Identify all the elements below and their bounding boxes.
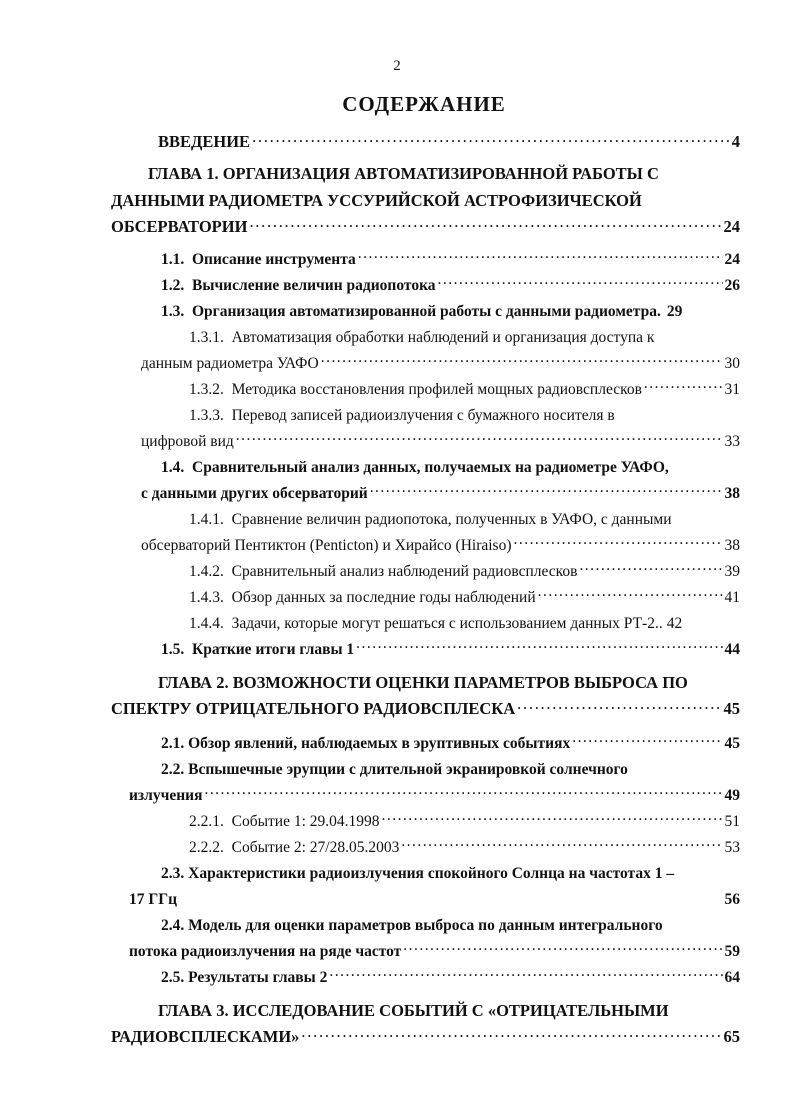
toc-entry-chapter2-line1: ГЛАВА 2. ВОЗМОЖНОСТИ ОЦЕНКИ ПАРАМЕТРОВ ВЫБРОСА ПО [158, 673, 688, 692]
toc-entry-1-3-1[interactable] [141, 354, 740, 376]
toc-entry-2-3-line1: 2.3. Характеристики радиоизлучения спокойного Солнца на частотах 1 – [161, 865, 675, 882]
toc-entry-text: РАДИОВСПЛЕСКАМИ» [111, 1027, 300, 1046]
toc-entry-text: ОБСЕРВАТОРИИ [111, 217, 248, 236]
dot-leader [517, 700, 721, 714]
dot-leader [249, 218, 721, 232]
toc-entry-intro[interactable] [158, 132, 740, 154]
toc-entry-chapter1-line1: ГЛАВА 1. ОРГАНИЗАЦИЯ АВТОМАТИЗИРОВАННОЙ РАБОТЫ С [148, 164, 659, 183]
dot-leader [358, 250, 723, 264]
toc-entry-text: 2.5. Результаты главы 2 [161, 969, 328, 986]
toc-entry-1-4-1-line1: 1.4.1. Сравнение величин радиопотока, полученных в УАФО, с данными [189, 511, 672, 528]
toc-entry-1-1[interactable] [161, 250, 740, 272]
toc-page-number: 24 [723, 217, 740, 236]
page-number: 2 [393, 58, 401, 74]
page-title: СОДЕРЖАНИЕ [342, 92, 506, 116]
dot-leader [236, 432, 723, 446]
toc-entry-2-5[interactable] [161, 968, 740, 990]
toc-entry-1-3-1-line1: 1.3.1. Автоматизация обработки наблюдений и организация доступа к [189, 329, 655, 346]
toc-entry-text: 2.1. Обзор явлений, наблюдаемых в эруптивных событиях [161, 735, 571, 752]
toc-entry-1-4[interactable] [141, 484, 740, 506]
toc-page-number: 41 [724, 589, 740, 606]
toc-page-number: 30 [724, 355, 740, 372]
dot-leader [321, 354, 723, 368]
toc-entry-2-2-1[interactable] [189, 812, 740, 834]
dot-leader [644, 380, 723, 394]
toc-entry-chapter2[interactable] [111, 699, 740, 721]
dot-leader [572, 734, 722, 748]
dot-leader [382, 812, 723, 826]
toc-page-number: 29 [666, 303, 683, 320]
toc-entry-text: СПЕКТРУ ОТРИЦАТЕЛЬНОГО РАДИОВСПЛЕСКА [111, 699, 516, 718]
toc-page-number: 49 [724, 787, 740, 804]
toc-entry-chapter1-line2: ДАННЫМИ РАДИОМЕТРА УССУРИЙСКОЙ АСТРОФИЗИЧЕСКОЙ [111, 191, 642, 210]
toc-page-number: 38 [724, 537, 740, 554]
toc-entry-chapter3[interactable] [111, 1027, 740, 1049]
dot-leader [438, 276, 723, 290]
toc-entry-2-4[interactable] [129, 942, 740, 964]
dot-leader [538, 588, 723, 602]
toc-entry-text: потока радиоизлучения на ряде частот [129, 943, 402, 960]
toc-entry-text: ВВЕДЕНИЕ [158, 132, 251, 151]
dot-leader [204, 786, 722, 800]
toc-entry-1-4-4[interactable] [189, 614, 740, 636]
toc-entry-text: 2.2.2. Событие 2: 27/28.05.2003 [189, 839, 400, 856]
toc-entry-1-2[interactable] [161, 276, 740, 298]
toc-entry-text: 1.4.3. Обзор данных за последние годы наблюдений [189, 589, 536, 606]
toc-entry-text: излучения [129, 787, 203, 804]
toc-page-number: 26 [724, 277, 740, 294]
toc-entry-text: с данными других обсерваторий [141, 485, 368, 502]
toc-page-number: 38 [724, 485, 740, 502]
toc-entry-2-4-line1: 2.4. Модель для оценки параметров выброса по данным интегрального [161, 917, 663, 934]
toc-entry-text: 1.3. Организация автоматизированной работы с данными радиометра. [161, 303, 661, 320]
toc-page-number: 31 [724, 381, 740, 398]
toc-entry-text: 2.2.1. Событие 1: 29.04.1998 [189, 813, 380, 830]
toc-entry-text: обсерваторий Пентиктон (Penticton) и Хирайсо (Hiraiso) [141, 537, 512, 554]
toc-entry-text: 1.5. Краткие итоги главы 1 [161, 641, 355, 658]
toc-entry-text: цифровой вид [141, 433, 234, 450]
toc-page-number: 24 [724, 251, 740, 268]
toc-entry-text: 1.4.4. Задачи, которые могут решаться с использованием данных РТ-2.. [189, 615, 663, 632]
toc-entry-1-3-3-line1: 1.3.3. Перевод записей радиоизлучения с бумажного носителя в [189, 407, 615, 424]
toc-entry-2-1[interactable] [161, 734, 740, 756]
toc-entry-text: данным радиометра УАФО [141, 355, 319, 372]
toc-page-number: 51 [724, 813, 740, 830]
toc-page-number: 42 [666, 615, 683, 632]
toc-page-number: 33 [724, 433, 740, 450]
dot-leader [356, 640, 722, 654]
toc-page-number: 65 [723, 1027, 740, 1046]
dot-leader [514, 536, 723, 550]
toc-entry-1-3-2[interactable] [189, 380, 740, 402]
dot-leader [401, 838, 722, 852]
toc-entry-1-4-line1: 1.4. Сравнительный анализ данных, получаемых на радиометре УАФО, [161, 459, 669, 476]
toc-entry-text: 1.4.2. Сравнительный анализ наблюдений радиовсплесков [189, 563, 578, 580]
dot-leader [329, 968, 722, 982]
toc-entry-2-2-2[interactable] [189, 838, 740, 860]
toc-page-number: 45 [724, 735, 740, 752]
toc-entry-text: 17 ГГц [129, 891, 178, 908]
toc-page-number: 44 [724, 641, 740, 658]
toc-page-number: 56 [724, 891, 740, 908]
toc-page-number: 59 [724, 943, 740, 960]
toc-page-number: 64 [724, 969, 740, 986]
toc-entry-1-4-1[interactable] [141, 536, 740, 558]
toc-entry-text: 1.1. Описание инструмента [161, 251, 356, 268]
dot-leader [579, 562, 722, 576]
dot-leader [301, 1028, 721, 1042]
toc-entry-1-3-3[interactable] [141, 432, 740, 454]
toc-page-number: 4 [731, 132, 740, 151]
toc-entry-1-4-2[interactable] [189, 562, 740, 584]
toc-entry-chapter3-line1: ГЛАВА 3. ИССЛЕДОВАНИЕ СОБЫТИЙ С «ОТРИЦАТЕЛЬНЫМИ [158, 1001, 669, 1020]
toc-page-number: 45 [723, 699, 740, 718]
toc-entry-1-3[interactable] [161, 302, 740, 324]
toc-page-number: 39 [724, 563, 740, 580]
dot-leader [403, 942, 722, 956]
toc-entry-2-2-line1: 2.2. Вспышечные эрупции с длительной экранировкой солнечного [161, 761, 628, 778]
toc-entry-chapter1[interactable] [111, 217, 740, 239]
dot-leader [252, 133, 730, 147]
toc-page-number: 53 [724, 839, 740, 856]
toc-entry-1-4-3[interactable] [189, 588, 740, 610]
toc-entry-1-5[interactable] [161, 640, 740, 662]
toc-entry-text: 1.3.2. Методика восстановления профилей мощных радиовсплесков [189, 381, 642, 398]
toc-entry-text: 1.2. Вычисление величин радиопотока [161, 277, 436, 294]
toc-entry-2-2[interactable] [129, 786, 740, 808]
dot-leader [370, 484, 723, 498]
toc-entry-2-3[interactable] [129, 890, 740, 912]
